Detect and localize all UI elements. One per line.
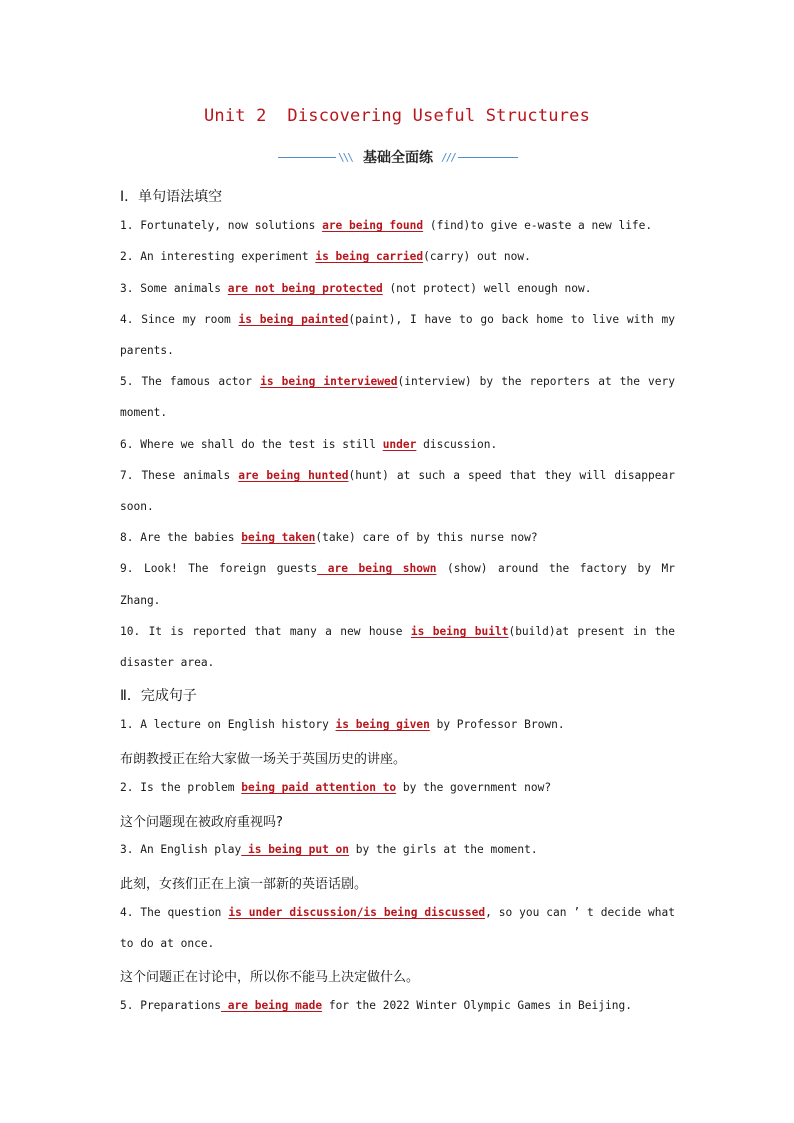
s1-item-9: [120, 562, 675, 575]
s1-item-3: [120, 282, 675, 295]
s1-item-7-cont: soon.: [120, 500, 154, 513]
s1-item-2: [120, 250, 675, 263]
s2-item-1: [120, 718, 675, 731]
item-text: (paint), I have to go back home to live with my: [348, 313, 675, 326]
banner-left-line: [278, 157, 336, 158]
item-text: (build)at present in the: [508, 625, 676, 638]
item-text: 8. Are the babies: [120, 531, 242, 544]
item-text: (not protect) well enough now.: [382, 282, 592, 295]
item-text: (find)to give e-waste a new life.: [423, 219, 653, 232]
answer: being paid attention to: [241, 781, 397, 794]
item-text: by the girls at the moment.: [349, 843, 538, 856]
answer: are being shown: [317, 562, 437, 575]
answer: under: [382, 438, 417, 451]
section-banner: [278, 147, 518, 169]
item-text: 1. Fortunately, now solutions: [120, 219, 323, 232]
item-text: 2. Is the problem: [120, 781, 242, 794]
item-text: for the 2022 Winter Olympic Games in Beijing.: [322, 999, 632, 1012]
s2-item-1-translation: 布朗教授正在给大家做一场关于英国历史的讲座。: [120, 752, 407, 767]
item-text: 2. An interesting experiment: [120, 250, 316, 263]
answer: being taken: [241, 531, 316, 544]
answer: is being painted: [238, 313, 349, 326]
answer: is being put on: [241, 843, 350, 856]
item-text: (take) care of by this nurse now?: [315, 531, 538, 544]
section2-heading: Ⅱ．完成句子: [120, 688, 197, 704]
s1-item-5: [120, 375, 675, 388]
s1-item-8: [120, 531, 675, 544]
s1-item-5-cont: moment.: [120, 406, 168, 419]
s2-item-4: [120, 906, 675, 919]
page-title: Unit 2 Discovering Useful Structures: [203, 106, 591, 126]
s2-item-3-translation: 此刻，女孩们正在上演一部新的英语话剧。: [120, 877, 368, 892]
s1-item-10: [120, 625, 675, 638]
item-text: by the government now?: [396, 781, 552, 794]
answer: is being interviewed: [260, 375, 398, 388]
item-text: 9. Look! The foreign guests: [120, 562, 318, 575]
section1-heading: Ⅰ．单句语法填空: [120, 189, 223, 205]
item-text: (hunt) at such a speed that they will disappear: [348, 469, 675, 482]
banner-label: 基础全面练: [363, 150, 433, 166]
banner-left-hatch: \\\: [338, 151, 352, 164]
item-text: 3. Some animals: [120, 282, 228, 295]
item-text: 1. A lecture on English history: [120, 718, 336, 731]
answer: are being made: [221, 999, 323, 1012]
s2-item-4-translation: 这个问题正在讨论中，所以你不能马上决定做什么。: [120, 970, 420, 985]
s2-item-2: [120, 781, 675, 794]
item-text: discussion.: [416, 438, 498, 451]
item-text: 4. The question: [120, 906, 229, 919]
s2-item-4-cont: to do at once.: [120, 937, 215, 950]
item-text: 5. The famous actor: [120, 375, 261, 388]
item-text: 7. These animals: [120, 469, 239, 482]
s1-item-4-cont: parents.: [120, 344, 174, 357]
item-text: 10. It is reported that many a new house: [120, 625, 411, 638]
s1-item-9-cont: Zhang.: [120, 594, 161, 607]
item-text: (interview) by the reporters at the very: [397, 375, 675, 388]
item-text: 3. An English play: [120, 843, 242, 856]
s2-item-3: [120, 843, 675, 856]
answer: is being given: [335, 718, 430, 731]
answer: are being hunted: [238, 469, 349, 482]
banner-right-hatch: ///: [441, 151, 455, 164]
answer: is under discussion/is being discussed: [228, 906, 486, 919]
item-text: (carry) out now.: [423, 250, 531, 263]
item-text: by Professor Brown.: [429, 718, 565, 731]
s1-item-1: [120, 219, 675, 232]
answer: are being found: [322, 219, 424, 232]
item-text: , so you can ’ t decide what: [485, 906, 675, 919]
s2-item-5: [120, 999, 675, 1012]
item-text: 6. Where we shall do the test is still: [120, 438, 383, 451]
s1-item-7: [120, 469, 675, 482]
item-text: (show) around the factory by Mr: [436, 562, 675, 575]
banner-right-line: [458, 157, 518, 158]
s1-item-10-cont: disaster area.: [120, 656, 215, 669]
answer: is being built: [410, 625, 509, 638]
answer: are not being protected: [227, 282, 383, 295]
s1-item-4: [120, 313, 675, 326]
s2-item-2-translation: 这个问题现在被政府重视吗?: [120, 815, 283, 830]
item-text: 4. Since my room: [120, 313, 239, 326]
item-text: 5. Preparations: [120, 999, 222, 1012]
answer: is being carried: [315, 250, 424, 263]
s1-item-6: [120, 438, 675, 451]
